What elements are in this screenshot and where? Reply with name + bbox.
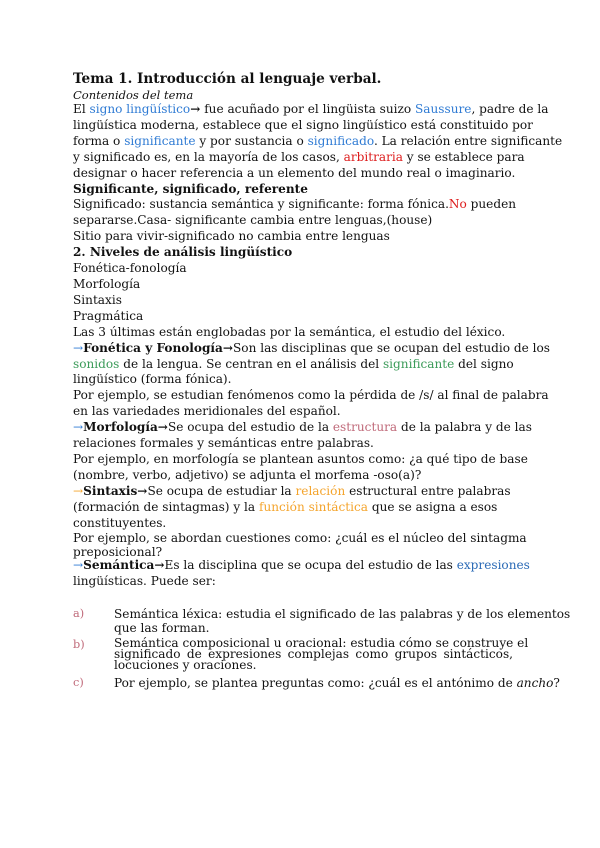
list-item: b) Semántica composicional u oracional: estudia cómo se construye el significado de expresiones complejas como grupos sintácticos, locuciones y oraciones. xyxy=(73,636,529,673)
fonetica-line-1: →Fonética y Fonología→Son las disciplinas que se ocupan del estudio de los xyxy=(73,340,550,355)
sintaxis-line-2: (formación de sintagmas) y la función sintáctica que se asigna a esos xyxy=(73,499,498,514)
list-marker: a) xyxy=(73,607,85,621)
morfologia-heading: Morfología xyxy=(83,420,158,435)
intro-line-4: y significado es, en la mayoría de los casos, arbitraria y se establece para xyxy=(73,149,525,164)
arrow-icon: → xyxy=(222,340,233,355)
list-item: c) Por ejemplo, se plantea preguntas como: ¿cuál es el antónimo de ancho? xyxy=(73,676,560,691)
term-signo: signo lingüístico xyxy=(89,102,191,116)
sintaxis-example-2: preposicional? xyxy=(73,545,163,560)
level-item: Morfología xyxy=(73,276,141,291)
semantica-line-2: lingüísticas. Puede ser: xyxy=(73,574,216,589)
arrow-icon: → xyxy=(73,483,84,498)
intro-line-2: lingüística moderna, establece que el signo lingüístico está constituido por xyxy=(73,117,533,132)
levels-note: Las 3 últimas están englobadas por la semántica, el estudio del léxico. xyxy=(73,324,506,339)
intro-line-1: El signo lingüístico→ fue acuñado por el lingüista suizo Saussure, padre de la xyxy=(73,102,549,116)
term-relacion: relación xyxy=(295,483,346,498)
term-significante: significante xyxy=(124,133,196,148)
sintaxis-line-3: constituyentes. xyxy=(73,515,167,530)
arrow-icon: → xyxy=(137,483,148,498)
fonetica-line-3: lingüístico (forma fónica). xyxy=(73,372,232,387)
semantica-line-1: →Semántica→Es la disciplina que se ocupa del estudio de las expresiones xyxy=(73,558,530,573)
term-funcion: función sintáctica xyxy=(258,499,368,514)
s1-line-1: Significado: sustancia semántica y significante: forma fónica.No pueden xyxy=(73,197,517,212)
intro-line-3: forma o significante y por sustancia o significado. La relación entre significante xyxy=(73,133,563,148)
term-significante-2: significante xyxy=(382,356,455,371)
sintaxis-line-1: →Sintaxis→Se ocupa de estudiar la relación estructural entre palabras xyxy=(73,483,511,498)
term-significado: significado xyxy=(307,133,374,148)
list-item: a) Semántica léxica: estudia el significado de las palabras y de los elementos que las forman. xyxy=(73,607,571,636)
term-no: No xyxy=(448,197,467,212)
s1-line-2: separarse.Casa- significante cambia entre lenguas,(house) xyxy=(73,213,433,228)
fonetica-line-2: sonidos de la lengua. Se centran en el análisis del significante del signo xyxy=(73,356,514,371)
term-arbitraria: arbitraria xyxy=(343,149,403,164)
fonetica-example-1: Por ejemplo, se estudian fenómenos como la pérdida de /s/ al final de palabra xyxy=(73,388,549,403)
list-marker: b) xyxy=(73,638,85,652)
term-ancho: ancho xyxy=(516,676,554,691)
fonetica-example-2: en las variedades meridionales del español. xyxy=(73,404,341,419)
intro-line-5: designar o hacer referencia a un elemento del mundo real o imaginario. xyxy=(73,165,516,180)
term-saussure: Saussure xyxy=(415,102,472,116)
arrow-icon: → xyxy=(154,558,165,573)
term-expresiones: expresiones xyxy=(456,558,530,573)
morfologia-example-2: (nombre, verbo, adjetivo) se adjunta el morfema -oso(a)? xyxy=(73,467,422,482)
s1-line-3: Sitio para vivir-significado no cambia entre lenguas xyxy=(73,229,390,244)
sintaxis-heading: Sintaxis xyxy=(83,483,138,498)
level-item: Fonética-fonología xyxy=(73,261,187,276)
page-subtitle: Contenidos del tema xyxy=(73,88,194,102)
level-item: Pragmática xyxy=(73,308,144,323)
arrow-icon: → xyxy=(73,340,84,355)
term-estructura: estructura xyxy=(332,420,398,435)
term-sonidos: sonidos xyxy=(73,356,120,371)
arrow-icon: → xyxy=(73,420,84,435)
section-heading-1: Significante, significado, referente xyxy=(73,181,308,196)
fonetica-heading: Fonética y Fonología xyxy=(83,340,223,355)
level-item: Sintaxis xyxy=(73,292,122,307)
arrow-icon: → xyxy=(73,558,84,573)
semantica-heading: Semántica xyxy=(83,558,155,573)
page-title: Tema 1. Introducción al lenguaje verbal. xyxy=(73,71,382,87)
morfologia-line-1: →Morfología→Se ocupa del estudio de la estructura de la palabra y de las xyxy=(73,420,532,435)
list-marker: c) xyxy=(73,676,84,690)
arrow-icon: → xyxy=(157,420,168,435)
document-page xyxy=(73,70,571,692)
morfologia-example-1: Por ejemplo, en morfología se plantean asuntos como: ¿a qué tipo de base xyxy=(73,451,528,466)
section-heading-2: 2. Niveles de análisis lingüístico xyxy=(73,245,293,260)
sintaxis-example-1: Por ejemplo, se abordan cuestiones como: ¿cuál es el núcleo del sintagma xyxy=(73,531,527,546)
morfologia-line-2: relaciones formales y semánticas entre palabras. xyxy=(73,436,374,451)
